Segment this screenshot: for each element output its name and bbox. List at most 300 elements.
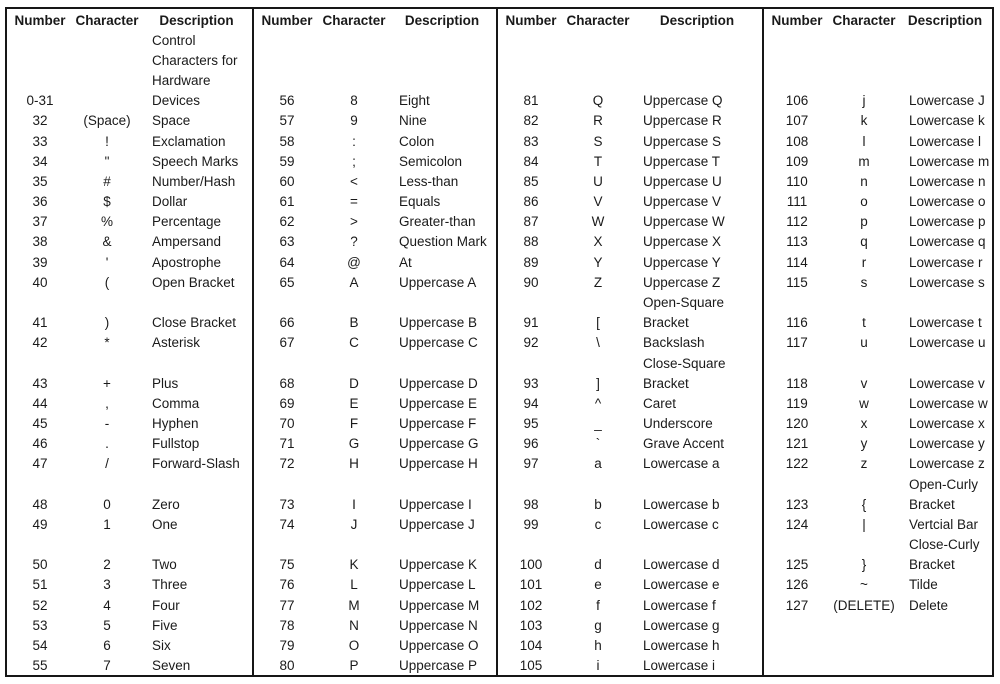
number-cell: 61: [279, 194, 295, 210]
number-cell: 122: [785, 456, 809, 472]
description-cell: Dollar: [152, 194, 188, 210]
description-cell: Less-than: [399, 173, 459, 189]
table-row: [254, 91, 496, 111]
character-cell: W: [591, 214, 605, 230]
description-cell: Uppercase N: [399, 617, 478, 633]
number-cell: 107: [785, 113, 809, 129]
number-cell: 42: [32, 335, 48, 351]
table-row: [764, 454, 992, 474]
table-row: [254, 474, 496, 494]
number-cell: 86: [523, 194, 539, 210]
character-cell: h: [594, 637, 602, 653]
description-cell: Open-Curly: [909, 476, 979, 492]
character-cell: E: [349, 395, 359, 411]
number-cell: 108: [785, 133, 809, 149]
table-row: [764, 333, 992, 353]
character-cell: J: [350, 516, 358, 532]
table-row: [254, 494, 496, 514]
description-cell: Uppercase W: [643, 214, 725, 230]
character-cell: O: [348, 637, 360, 653]
character-cell: [: [596, 315, 600, 331]
number-cell: 97: [523, 456, 539, 472]
description-cell: Uppercase Q: [643, 93, 723, 109]
character-cell: n: [860, 173, 868, 189]
description-cell: Uppercase V: [643, 194, 722, 210]
description-cell: Uppercase C: [399, 335, 478, 351]
character-cell: 3: [103, 577, 111, 593]
number-cell: 99: [523, 516, 539, 532]
number-cell: 52: [32, 597, 48, 613]
description-cell: Plus: [152, 375, 179, 391]
character-cell: !: [105, 133, 109, 149]
table-row: [764, 514, 992, 534]
description-cell: One: [152, 516, 178, 532]
description-cell: Bracket: [643, 375, 689, 391]
number-cell: 98: [523, 496, 539, 512]
character-cell: (: [104, 274, 110, 290]
description-cell: Lowercase u: [909, 335, 986, 351]
number-cell: 35: [32, 173, 48, 189]
description-cell: Lowercase i: [643, 658, 716, 674]
table-row: [764, 494, 992, 514]
number-cell: 57: [279, 113, 295, 129]
number-cell: 120: [785, 416, 809, 432]
number-cell: 96: [523, 436, 539, 452]
character-cell: 5: [103, 617, 111, 633]
header-description: Description: [404, 12, 480, 28]
character-cell: e: [594, 577, 602, 593]
table-row: [498, 313, 762, 333]
table-row: [764, 272, 992, 292]
character-cell: i: [596, 658, 600, 674]
number-cell: 68: [279, 375, 295, 391]
table-row: [498, 151, 762, 171]
character-cell: x: [860, 416, 868, 432]
description-cell: Bracket: [909, 496, 955, 512]
table-row: [498, 555, 762, 575]
table-row: [764, 353, 992, 373]
character-cell: 0: [103, 496, 111, 512]
number-cell: 74: [279, 516, 295, 532]
description-cell: Five: [152, 617, 178, 633]
character-cell: `: [595, 436, 601, 452]
description-cell: Uppercase B: [399, 315, 478, 331]
character-cell: I: [352, 496, 356, 512]
table-row: [764, 474, 992, 494]
table-row: [7, 151, 252, 171]
table-row: [764, 434, 992, 454]
character-cell: g: [594, 617, 602, 633]
number-cell: 92: [523, 335, 539, 351]
description-cell: Uppercase M: [399, 597, 480, 613]
character-cell: r: [861, 254, 867, 270]
table-row: [254, 192, 496, 212]
table-row: [764, 373, 992, 393]
description-cell: Uppercase O: [399, 637, 479, 653]
table-row: [498, 615, 762, 635]
table-row: [254, 232, 496, 252]
number-cell: 32: [32, 113, 48, 129]
column-headers: [7, 10, 252, 30]
character-cell: ;: [352, 153, 356, 169]
description-cell: At: [399, 254, 412, 270]
number-cell: 110: [786, 173, 808, 189]
table-row: [7, 252, 252, 272]
number-cell: 38: [32, 234, 48, 250]
number-cell: 104: [519, 637, 543, 653]
character-cell: k: [860, 113, 868, 129]
number-cell: 34: [32, 153, 48, 169]
number-cell: 119: [786, 395, 808, 411]
description-cell: Uppercase J: [399, 516, 475, 532]
table-row: [498, 71, 762, 91]
description-cell: Open-Square: [643, 294, 725, 310]
number-cell: 65: [279, 274, 295, 290]
number-cell: 45: [32, 416, 48, 432]
character-cell: ): [104, 315, 110, 331]
table-row: [764, 575, 992, 595]
character-cell: M: [348, 597, 360, 613]
number-cell: 47: [32, 456, 48, 472]
table-row: [254, 71, 496, 91]
table-row: [7, 635, 252, 655]
description-cell: Lowercase s: [909, 274, 985, 290]
table-row: [764, 534, 992, 554]
number-cell: 91: [523, 315, 539, 331]
character-cell: F: [349, 416, 359, 432]
table-row: [764, 292, 992, 312]
number-cell: 115: [786, 274, 808, 290]
table-row: [764, 131, 992, 151]
character-cell: v: [860, 375, 868, 391]
description-cell: Percentage: [152, 214, 222, 230]
character-cell: #: [103, 173, 111, 189]
table-row: [254, 171, 496, 191]
description-cell: Six: [152, 637, 171, 653]
description-cell: Uppercase T: [643, 153, 721, 169]
character-cell: &: [102, 234, 112, 250]
number-cell: 116: [786, 315, 808, 331]
character-cell: N: [349, 617, 359, 633]
description-cell: Forward-Slash: [152, 456, 240, 472]
header-number: Number: [771, 12, 823, 28]
character-cell: ]: [596, 375, 600, 391]
character-cell: Q: [592, 93, 604, 109]
description-cell: Uppercase G: [399, 436, 479, 452]
table-row: [764, 555, 992, 575]
table-row: [7, 353, 252, 373]
number-cell: 77: [279, 597, 295, 613]
character-cell: @: [347, 254, 361, 270]
table-row: [498, 111, 762, 131]
description-cell: Bracket: [909, 557, 955, 573]
character-cell: d: [594, 557, 602, 573]
ascii-table: [5, 7, 994, 677]
character-cell: b: [594, 496, 602, 512]
number-cell: 127: [785, 597, 809, 613]
table-row: [7, 474, 252, 494]
table-row: [7, 131, 252, 151]
number-cell: 71: [279, 436, 295, 452]
character-cell: -: [104, 416, 110, 432]
character-cell: Z: [593, 274, 603, 290]
table-row: [7, 232, 252, 252]
table-row: [764, 71, 992, 91]
table-row: [254, 252, 496, 272]
table-row: [7, 333, 252, 353]
description-cell: Lowercase v: [909, 375, 985, 391]
table-row: [254, 575, 496, 595]
description-cell: Lowercase z: [909, 456, 985, 472]
description-cell: Underscore: [643, 416, 713, 432]
table-row: [7, 514, 252, 534]
number-cell: 69: [279, 395, 295, 411]
description-cell: Lowercase m: [909, 153, 990, 169]
table-row: [254, 313, 496, 333]
description-cell: Backslash: [643, 335, 705, 351]
table-row: [498, 171, 762, 191]
number-cell: 88: [523, 234, 539, 250]
table-row: [764, 615, 992, 635]
number-cell: 83: [523, 133, 539, 149]
character-cell: {: [861, 496, 867, 512]
description-cell: Lowercase o: [909, 194, 986, 210]
table-row: [764, 313, 992, 333]
header-number: Number: [261, 12, 313, 28]
description-cell: Control: [152, 32, 196, 48]
table-row: [764, 252, 992, 272]
table-row: [764, 50, 992, 70]
description-cell: Lowercase t: [909, 315, 982, 331]
description-cell: Open Bracket: [152, 274, 235, 290]
description-cell: Uppercase R: [643, 113, 722, 129]
character-cell: s: [860, 274, 868, 290]
table-row: [7, 171, 252, 191]
character-cell: 7: [103, 658, 111, 674]
description-cell: Uppercase P: [399, 658, 478, 674]
description-cell: Nine: [399, 113, 427, 129]
description-cell: Devices: [152, 93, 201, 109]
table-row: [498, 474, 762, 494]
description-cell: Lowercase r: [909, 254, 983, 270]
description-cell: Comma: [152, 395, 200, 411]
description-cell: Lowercase f: [643, 597, 716, 613]
character-cell: ^: [594, 395, 602, 411]
table-row: [254, 111, 496, 131]
number-cell: 93: [523, 375, 539, 391]
character-cell: 9: [350, 113, 358, 129]
table-row: [254, 30, 496, 50]
number-cell: 80: [279, 658, 295, 674]
description-cell: Lowercase n: [909, 173, 986, 189]
table-row: [498, 373, 762, 393]
column-group-3: [496, 9, 762, 675]
table-row: [254, 373, 496, 393]
character-cell: j: [862, 93, 866, 109]
character-cell: L: [350, 577, 358, 593]
table-row: [498, 353, 762, 373]
table-row: [7, 555, 252, 575]
number-cell: 117: [786, 335, 808, 351]
number-cell: 67: [279, 335, 295, 351]
character-cell: 6: [103, 637, 111, 653]
table-row: [498, 50, 762, 70]
number-cell: 118: [786, 375, 808, 391]
number-cell: 75: [279, 557, 295, 573]
character-cell: U: [593, 173, 603, 189]
table-row: [254, 555, 496, 575]
character-cell: <: [350, 173, 358, 189]
table-row: [764, 151, 992, 171]
table-row: [498, 434, 762, 454]
table-row: [498, 413, 762, 433]
table-row: [498, 272, 762, 292]
description-cell: Lowercase k: [909, 113, 985, 129]
description-cell: Equals: [399, 194, 441, 210]
number-cell: 66: [279, 315, 295, 331]
description-cell: Eight: [399, 93, 430, 109]
character-cell: p: [860, 214, 868, 230]
character-cell: ~: [860, 577, 868, 593]
table-row: [764, 635, 992, 655]
header-character: Character: [832, 12, 896, 28]
table-row: [764, 30, 992, 50]
number-cell: 124: [785, 516, 809, 532]
number-cell: 63: [279, 234, 295, 250]
description-cell: Uppercase H: [399, 456, 478, 472]
description-cell: Lowercase x: [909, 416, 985, 432]
description-cell: Bracket: [643, 315, 689, 331]
character-cell: V: [593, 194, 603, 210]
table-row: [764, 212, 992, 232]
number-cell: 102: [519, 597, 543, 613]
number-cell: 59: [279, 153, 295, 169]
character-cell: H: [349, 456, 359, 472]
character-cell: 8: [350, 93, 358, 109]
table-row: [498, 192, 762, 212]
table-row: [7, 292, 252, 312]
table-row: [254, 393, 496, 413]
table-row: [7, 111, 252, 131]
number-cell: 58: [279, 133, 295, 149]
number-cell: 54: [32, 637, 48, 653]
description-cell: Uppercase U: [643, 173, 722, 189]
character-cell: G: [348, 436, 360, 452]
table-row: [498, 635, 762, 655]
table-row: [498, 252, 762, 272]
character-cell: D: [349, 375, 359, 391]
description-cell: Lowercase d: [643, 557, 720, 573]
table-row: [7, 71, 252, 91]
character-cell: ": [104, 153, 110, 169]
description-cell: Speech Marks: [152, 153, 239, 169]
character-cell: t: [862, 315, 866, 331]
character-cell: (DELETE): [833, 597, 895, 613]
number-cell: 70: [279, 416, 295, 432]
description-cell: Four: [152, 597, 180, 613]
number-cell: 39: [32, 254, 48, 270]
character-cell: \: [596, 335, 600, 351]
character-cell: u: [860, 335, 868, 351]
character-cell: >: [350, 214, 358, 230]
character-cell: m: [858, 153, 870, 169]
number-cell: 44: [32, 395, 48, 411]
number-cell: 111: [786, 194, 808, 210]
character-cell: |: [862, 516, 866, 532]
number-cell: 101: [519, 577, 543, 593]
description-cell: Semicolon: [399, 153, 463, 169]
description-cell: Uppercase I: [399, 496, 472, 512]
description-cell: Ampersand: [152, 234, 222, 250]
number-cell: 55: [32, 658, 48, 674]
description-cell: Uppercase Y: [643, 254, 721, 270]
description-cell: Number/Hash: [152, 173, 236, 189]
table-row: [254, 272, 496, 292]
description-cell: Close Bracket: [152, 315, 237, 331]
character-cell: T: [593, 153, 603, 169]
number-cell: 85: [523, 173, 539, 189]
table-row: [7, 575, 252, 595]
description-cell: Uppercase K: [399, 557, 478, 573]
character-cell: (Space): [83, 113, 131, 129]
table-row: [498, 333, 762, 353]
table-row: [7, 212, 252, 232]
table-row: [498, 454, 762, 474]
table-row: [498, 656, 762, 676]
description-cell: Lowercase c: [643, 516, 719, 532]
table-row: [254, 333, 496, 353]
table-row: [7, 494, 252, 514]
description-cell: Hardware: [152, 73, 211, 89]
header-description: Description: [159, 12, 234, 28]
table-row: [498, 131, 762, 151]
character-cell: =: [350, 194, 358, 210]
table-row: [764, 171, 992, 191]
table-row: [254, 635, 496, 655]
number-cell: 95: [523, 416, 539, 432]
number-cell: 50: [32, 557, 48, 573]
description-cell: Two: [152, 557, 177, 573]
character-cell: :: [352, 133, 356, 149]
header-character: Character: [566, 12, 630, 28]
number-cell: 40: [32, 274, 48, 290]
column-headers: [764, 10, 992, 30]
description-cell: Characters for: [152, 52, 238, 68]
table-row: [498, 393, 762, 413]
character-cell: w: [859, 395, 869, 411]
number-cell: 112: [786, 214, 808, 230]
description-cell: Three: [152, 577, 188, 593]
number-cell: 81: [523, 93, 539, 109]
description-cell: Lowercase b: [643, 496, 720, 512]
character-cell: S: [593, 133, 603, 149]
description-cell: Uppercase S: [643, 133, 722, 149]
table-row: [254, 151, 496, 171]
description-cell: Uppercase E: [399, 395, 478, 411]
character-cell: y: [860, 436, 868, 452]
description-cell: Delete: [909, 597, 949, 613]
column-headers: [498, 10, 762, 30]
number-cell: 76: [279, 577, 295, 593]
table-row: [764, 111, 992, 131]
character-cell: l: [862, 133, 866, 149]
number-cell: 125: [785, 557, 809, 573]
description-cell: Uppercase L: [399, 577, 476, 593]
description-cell: Vertcial Bar: [909, 516, 979, 532]
character-cell: ,: [105, 395, 109, 411]
number-cell: 106: [785, 93, 809, 109]
description-cell: Question Mark: [399, 234, 487, 250]
